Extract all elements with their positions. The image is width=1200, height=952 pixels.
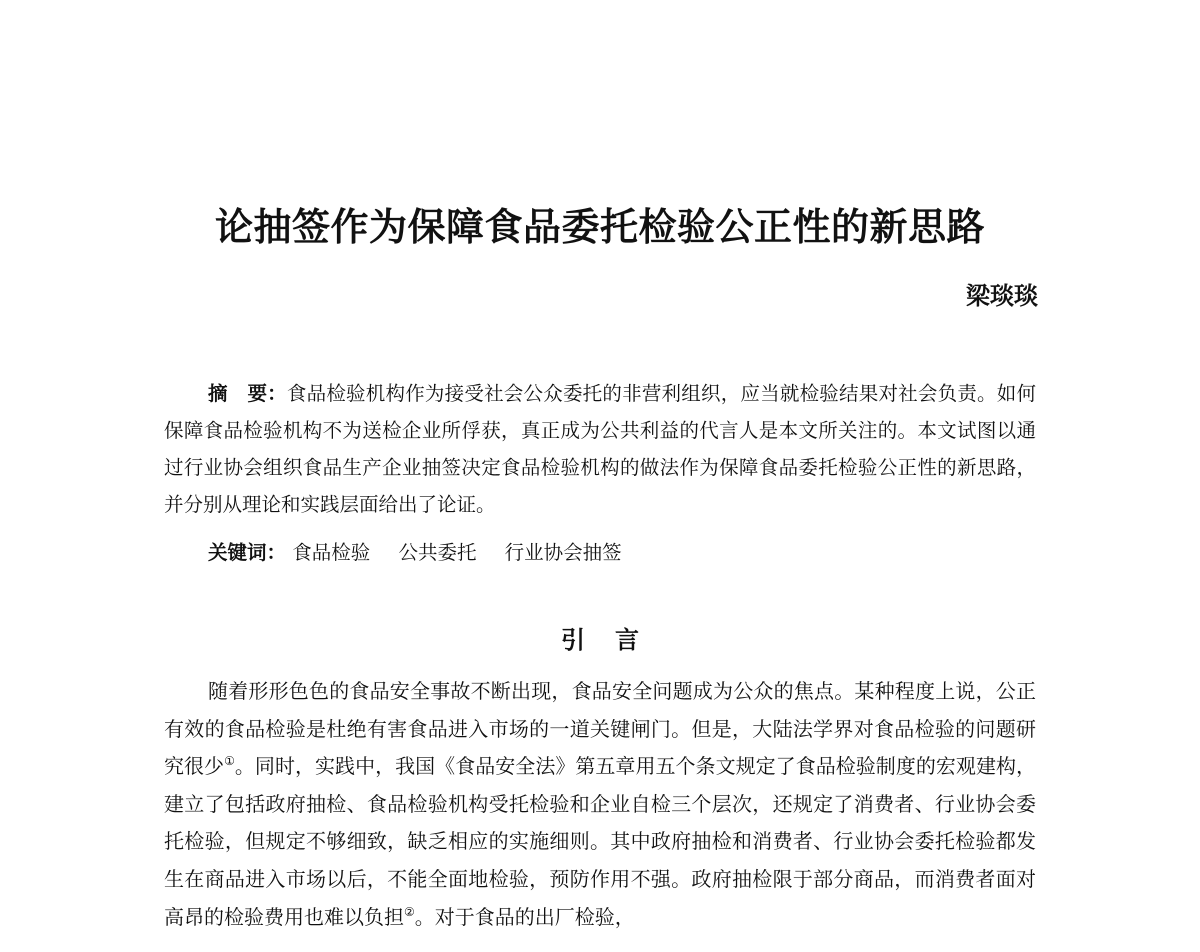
body-text-part: 。同时，实践中，我国《食品安全法》第五章用五个条文规定了食品检验制度的宏观建构，建立了包括政府抽检、食品检验机构受托检验和企业自检三个层次，还规定了消费者、行业协会委托检验，但规定不够细致，缺乏相应的实施细则。其中政府抽检和消费者、行业协会委托检验都发生在商品进入市场以后，不能全面地检验，预防作用不强。政府抽检限于部分商品，而消费者面对高昂的检验费用也难以负担 (164, 754, 1037, 929)
body-paragraph (164, 673, 1036, 936)
keywords-label: 关键词： (208, 541, 287, 564)
keywords-line (208, 534, 1036, 571)
abstract-paragraph (164, 375, 1036, 523)
footnote-marker[interactable]: ② (404, 904, 415, 919)
keyword-item: 食品检验 (292, 541, 371, 564)
body-text-part: 随着形形色色的食品安全事故不断出现，食品安全问题成为公众的焦点。某种程度上说，公正有效的食品检验是杜绝有害食品进入市场的一道关键闸门。但是，大陆法学界对食品检验的问题研究很少 (164, 679, 1036, 779)
body-text-part: 。对于食品的出厂检验， (414, 904, 635, 929)
abstract-label: 摘 要： (208, 382, 287, 405)
keyword-item: 公共委托 (398, 541, 477, 564)
keyword-item: 行业协会抽签 (504, 541, 622, 564)
footnote-marker[interactable]: ① (224, 754, 235, 769)
abstract-text: 食品检验机构作为接受社会公众委托的非营利组织，应当就检验结果对社会负责。如何保障食品检验机构不为送检企业所俘获，真正成为公共利益的代言人是本文所关注的。本文试图以通过行业协会组织食品生产企业抽签决定食品检验机构的做法作为保障食品委托检验公正性的新思路，并分别从理论和实践层面给出了论证。 (164, 382, 1036, 516)
paper-title: 论抽签作为保障食品委托检验公正性的新思路 (214, 205, 985, 249)
section-heading: 引言 (561, 626, 669, 654)
author-name: 梁琰琰 (966, 281, 1038, 310)
